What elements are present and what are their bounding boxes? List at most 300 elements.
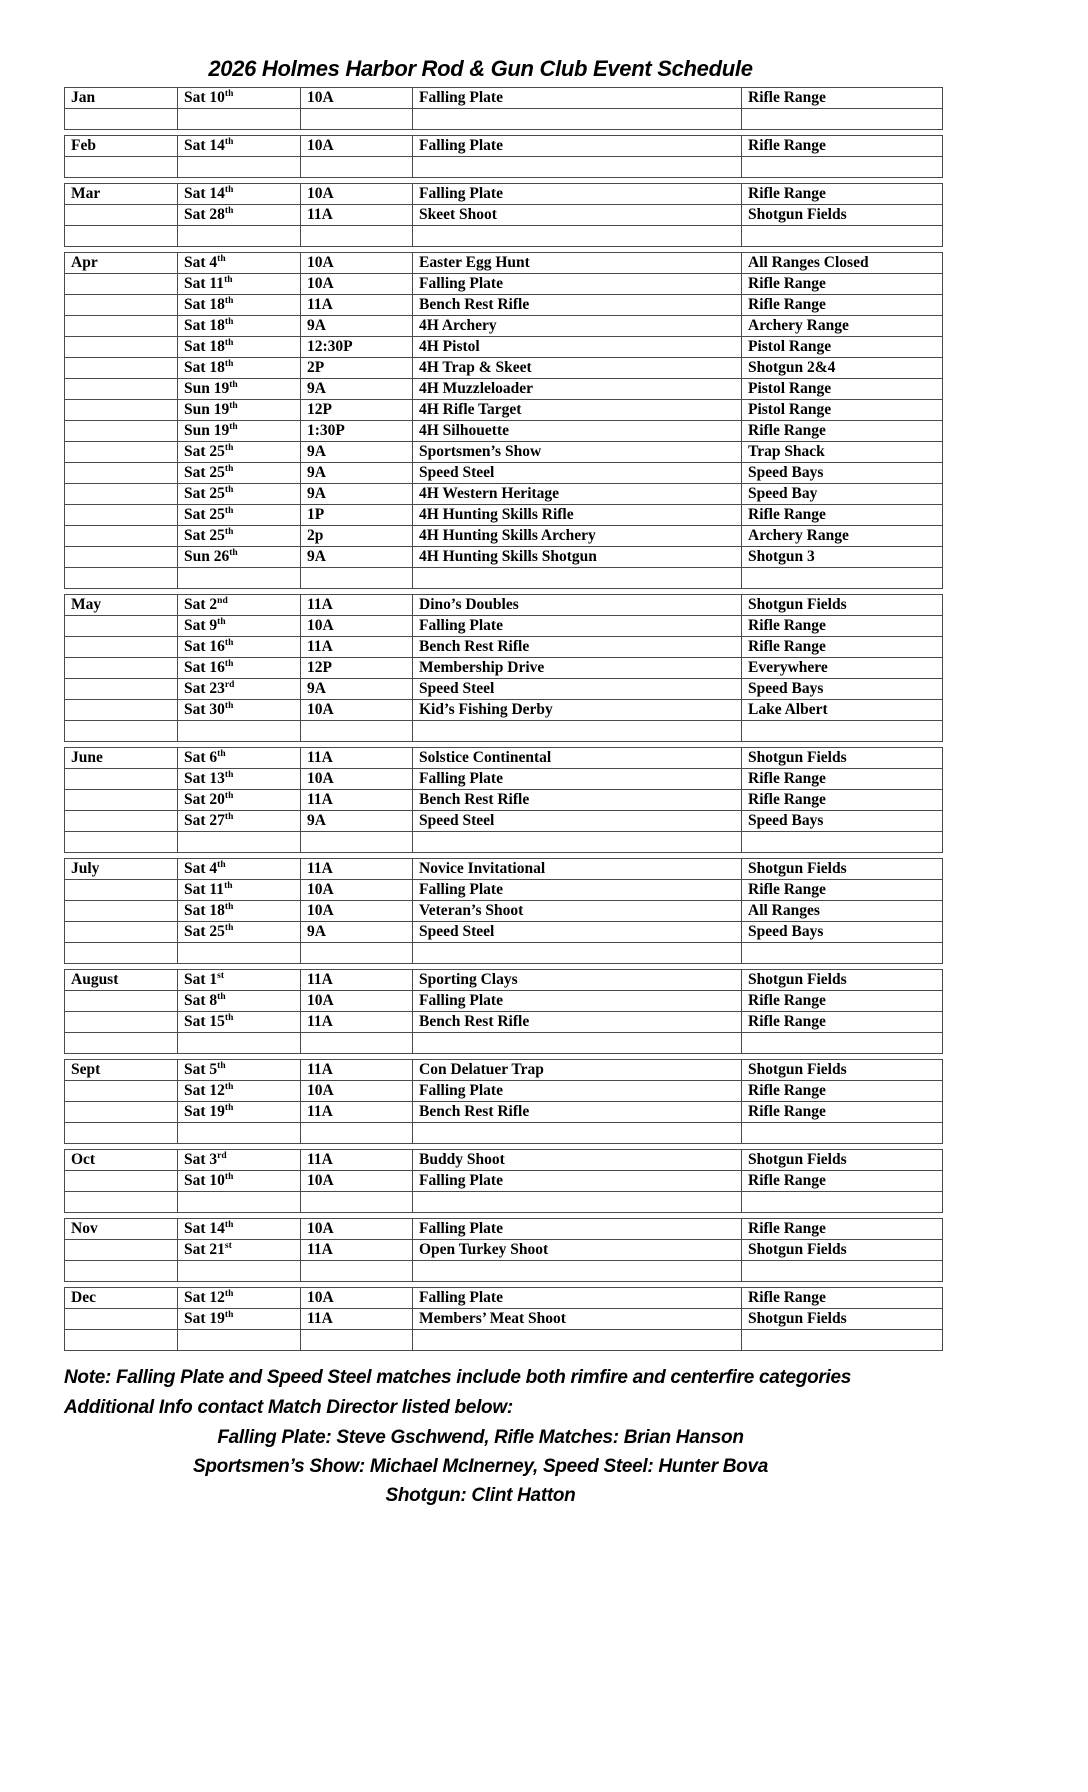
cell-time: 10A	[301, 769, 413, 790]
cell-empty	[301, 1192, 413, 1213]
cell-event: 4H Silhouette	[413, 421, 742, 442]
cell-empty	[65, 157, 178, 178]
cell-empty	[742, 1192, 943, 1213]
month-block-jan	[64, 87, 943, 130]
cell-location: Lake Albert	[742, 700, 943, 721]
cell-empty	[742, 226, 943, 247]
cell-date: Sat 23rd	[178, 679, 301, 700]
cell-event: 4H Archery	[413, 316, 742, 337]
cell-month	[65, 991, 178, 1012]
table-row	[65, 859, 943, 880]
contact-line-falling-plate-rifle: Falling Plate: Steve Gschwend, Rifle Matches: Brian Hanson	[217, 1427, 744, 1448]
cell-time: 11A	[301, 1060, 413, 1081]
cell-empty	[742, 1123, 943, 1144]
cell-location: Rifle Range	[742, 505, 943, 526]
cell-month	[65, 442, 178, 463]
cell-empty	[301, 1123, 413, 1144]
date-ordinal: th	[224, 1309, 234, 1320]
cell-time: 1P	[301, 505, 413, 526]
cell-date: Sat 19th	[178, 1102, 301, 1123]
cell-location: Rifle Range	[742, 274, 943, 295]
cell-empty	[742, 943, 943, 964]
table-row	[65, 379, 943, 400]
cell-location: Rifle Range	[742, 790, 943, 811]
cell-location: Rifle Range	[742, 991, 943, 1012]
cell-date: Sat 18th	[178, 901, 301, 922]
cell-time: 10A	[301, 1288, 413, 1309]
cell-time: 9A	[301, 811, 413, 832]
cell-event: 4H Hunting Skills Shotgun	[413, 547, 742, 568]
cell-event: Falling Plate	[413, 769, 742, 790]
cell-location: Rifle Range	[742, 295, 943, 316]
cell-time: 10A	[301, 700, 413, 721]
table-row	[65, 1309, 943, 1330]
cell-date: Sat 3rd	[178, 1150, 301, 1171]
cell-month: Sept	[65, 1060, 178, 1081]
cell-date: Sat 14th	[178, 1219, 301, 1240]
cell-date: Sat 13th	[178, 769, 301, 790]
table-row	[65, 1288, 943, 1309]
note-categories: Note: Falling Plate and Speed Steel matches include both rimfire and centerfire categories	[64, 1367, 852, 1388]
cell-date: Sat 25th	[178, 526, 301, 547]
table-row	[65, 595, 943, 616]
cell-date: Sat 12th	[178, 1288, 301, 1309]
cell-time: 9A	[301, 442, 413, 463]
cell-time: 11A	[301, 1102, 413, 1123]
cell-event: 4H Trap & Skeet	[413, 358, 742, 379]
table-row	[65, 769, 943, 790]
date-ordinal: th	[224, 637, 234, 648]
cell-date: Sun 19th	[178, 421, 301, 442]
spacer-row	[65, 1033, 943, 1054]
table-row	[65, 484, 943, 505]
month-block-mar	[64, 183, 943, 247]
cell-empty	[301, 1330, 413, 1351]
cell-date: Sat 25th	[178, 463, 301, 484]
date-ordinal: th	[224, 811, 234, 822]
cell-empty	[413, 1123, 742, 1144]
cell-empty	[301, 109, 413, 130]
cell-empty	[413, 568, 742, 589]
date-ordinal: th	[217, 1060, 226, 1071]
cell-time: 9A	[301, 484, 413, 505]
cell-empty	[742, 1261, 943, 1282]
month-block-sept	[64, 1059, 943, 1144]
contact-line-show-speed-steel: Sportsmen’s Show: Michael McInerney, Speed Steel: Hunter Bova	[192, 1456, 769, 1477]
cell-time: 12P	[301, 658, 413, 679]
cell-event: Bench Rest Rifle	[413, 1012, 742, 1033]
cell-time: 10A	[301, 1171, 413, 1192]
date-ordinal: th	[224, 295, 234, 306]
cell-time: 10A	[301, 991, 413, 1012]
cell-date: Sat 5th	[178, 1060, 301, 1081]
cell-date: Sat 25th	[178, 484, 301, 505]
cell-time: 10A	[301, 136, 413, 157]
cell-month	[65, 1240, 178, 1261]
table-row	[65, 505, 943, 526]
date-ordinal: th	[224, 442, 234, 453]
cell-month	[65, 295, 178, 316]
cell-event: 4H Hunting Skills Rifle	[413, 505, 742, 526]
cell-location: Rifle Range	[742, 880, 943, 901]
date-ordinal: th	[224, 922, 234, 933]
cell-location: Archery Range	[742, 526, 943, 547]
table-row	[65, 295, 943, 316]
date-ordinal: th	[229, 379, 238, 390]
date-ordinal: nd	[217, 595, 228, 606]
cell-date: Sun 19th	[178, 379, 301, 400]
date-ordinal: th	[217, 859, 226, 870]
cell-event: Falling Plate	[413, 274, 742, 295]
table-row	[65, 1150, 943, 1171]
cell-event: 4H Hunting Skills Archery	[413, 526, 742, 547]
cell-empty	[413, 832, 742, 853]
cell-location: Shotgun 2&4	[742, 358, 943, 379]
cell-time: 11A	[301, 295, 413, 316]
cell-month	[65, 700, 178, 721]
cell-month	[65, 274, 178, 295]
cell-empty	[413, 721, 742, 742]
cell-month	[65, 505, 178, 526]
date-ordinal: th	[224, 790, 234, 801]
cell-time: 11A	[301, 748, 413, 769]
cell-location: Shotgun Fields	[742, 205, 943, 226]
date-ordinal: th	[224, 136, 234, 147]
cell-time: 10A	[301, 901, 413, 922]
cell-time: 11A	[301, 595, 413, 616]
cell-month: Nov	[65, 1219, 178, 1240]
cell-date: Sun 19th	[178, 400, 301, 421]
cell-event: Speed Steel	[413, 463, 742, 484]
cell-month: June	[65, 748, 178, 769]
spacer-row	[65, 1261, 943, 1282]
cell-month: July	[65, 859, 178, 880]
cell-event: Novice Invitational	[413, 859, 742, 880]
cell-date: Sat 4th	[178, 859, 301, 880]
cell-location: Pistol Range	[742, 337, 943, 358]
cell-month	[65, 811, 178, 832]
event-schedule-table	[64, 87, 897, 1351]
cell-month: Oct	[65, 1150, 178, 1171]
cell-empty	[178, 943, 301, 964]
date-ordinal: th	[224, 769, 234, 780]
table-row	[65, 1012, 943, 1033]
cell-date: Sat 19th	[178, 1309, 301, 1330]
table-row	[65, 1219, 943, 1240]
cell-date: Sat 10th	[178, 1171, 301, 1192]
cell-time: 10A	[301, 88, 413, 109]
table-row	[65, 136, 943, 157]
cell-date: Sat 27th	[178, 811, 301, 832]
date-ordinal: th	[217, 748, 226, 759]
cell-month	[65, 658, 178, 679]
cell-date: Sat 21st	[178, 1240, 301, 1261]
table-row	[65, 679, 943, 700]
date-ordinal: rd	[217, 1150, 227, 1161]
cell-month: Mar	[65, 184, 178, 205]
date-ordinal: th	[224, 205, 234, 216]
cell-event: Falling Plate	[413, 136, 742, 157]
cell-date: Sat 8th	[178, 991, 301, 1012]
table-row	[65, 811, 943, 832]
cell-event: Falling Plate	[413, 991, 742, 1012]
cell-location: Rifle Range	[742, 421, 943, 442]
cell-date: Sat 18th	[178, 337, 301, 358]
cell-location: Rifle Range	[742, 1012, 943, 1033]
cell-date: Sat 2nd	[178, 595, 301, 616]
cell-event: Members’ Meat Shoot	[413, 1309, 742, 1330]
cell-month	[65, 1309, 178, 1330]
cell-event: Falling Plate	[413, 1171, 742, 1192]
cell-month	[65, 922, 178, 943]
cell-event: 4H Muzzleloader	[413, 379, 742, 400]
cell-time: 9A	[301, 922, 413, 943]
cell-month	[65, 1171, 178, 1192]
cell-month	[65, 1102, 178, 1123]
month-block-dec	[64, 1287, 943, 1351]
cell-empty	[65, 568, 178, 589]
date-ordinal: th	[224, 358, 234, 369]
date-ordinal: th	[224, 1081, 234, 1092]
date-ordinal: th	[217, 253, 226, 264]
cell-month: Apr	[65, 253, 178, 274]
date-ordinal: th	[224, 700, 234, 711]
cell-date: Sat 14th	[178, 184, 301, 205]
cell-event: Bench Rest Rifle	[413, 1102, 742, 1123]
cell-event: Falling Plate	[413, 880, 742, 901]
date-ordinal: th	[224, 880, 233, 891]
cell-time: 11A	[301, 1150, 413, 1171]
date-ordinal: th	[224, 901, 234, 912]
cell-location: Shotgun Fields	[742, 1309, 943, 1330]
cell-location: Pistol Range	[742, 379, 943, 400]
table-row	[65, 637, 943, 658]
date-ordinal: th	[224, 316, 234, 327]
cell-time: 11A	[301, 970, 413, 991]
cell-empty	[178, 157, 301, 178]
cell-month: August	[65, 970, 178, 991]
cell-time: 2P	[301, 358, 413, 379]
cell-time: 10A	[301, 616, 413, 637]
cell-location: Shotgun 3	[742, 547, 943, 568]
table-row	[65, 526, 943, 547]
cell-empty	[178, 1261, 301, 1282]
cell-empty	[65, 1033, 178, 1054]
cell-date: Sat 25th	[178, 442, 301, 463]
cell-empty	[742, 157, 943, 178]
table-row	[65, 400, 943, 421]
cell-month	[65, 337, 178, 358]
cell-event: Falling Plate	[413, 184, 742, 205]
date-ordinal: th	[224, 526, 234, 537]
cell-empty	[301, 943, 413, 964]
cell-empty	[413, 226, 742, 247]
spacer-row	[65, 568, 943, 589]
cell-date: Sat 16th	[178, 637, 301, 658]
cell-date: Sun 26th	[178, 547, 301, 568]
cell-event: Open Turkey Shoot	[413, 1240, 742, 1261]
cell-location: Everywhere	[742, 658, 943, 679]
cell-month	[65, 358, 178, 379]
cell-date: Sat 25th	[178, 505, 301, 526]
date-ordinal: th	[224, 1219, 234, 1230]
cell-month	[65, 484, 178, 505]
table-row	[65, 88, 943, 109]
date-ordinal: th	[224, 658, 234, 669]
date-ordinal: th	[224, 1288, 234, 1299]
table-row	[65, 658, 943, 679]
cell-location: Rifle Range	[742, 184, 943, 205]
cell-month: Dec	[65, 1288, 178, 1309]
cell-event: Buddy Shoot	[413, 1150, 742, 1171]
cell-empty	[742, 721, 943, 742]
cell-month	[65, 790, 178, 811]
cell-location: Shotgun Fields	[742, 1240, 943, 1261]
cell-time: 11A	[301, 790, 413, 811]
cell-location: Shotgun Fields	[742, 1150, 943, 1171]
cell-event: Easter Egg Hunt	[413, 253, 742, 274]
cell-event: Bench Rest Rifle	[413, 637, 742, 658]
cell-month	[65, 421, 178, 442]
table-row	[65, 748, 943, 769]
cell-location: Trap Shack	[742, 442, 943, 463]
month-block-oct	[64, 1149, 943, 1213]
cell-month	[65, 205, 178, 226]
footer-notes	[64, 1363, 897, 1510]
spacer-row	[65, 721, 943, 742]
cell-time: 11A	[301, 1012, 413, 1033]
cell-empty	[742, 568, 943, 589]
cell-month	[65, 316, 178, 337]
cell-empty	[742, 1033, 943, 1054]
cell-empty	[65, 1192, 178, 1213]
spacer-row	[65, 157, 943, 178]
cell-event: Dino’s Doubles	[413, 595, 742, 616]
cell-date: Sat 28th	[178, 205, 301, 226]
cell-event: Bench Rest Rifle	[413, 295, 742, 316]
cell-empty	[742, 109, 943, 130]
cell-date: Sat 18th	[178, 316, 301, 337]
cell-event: Sportsmen’s Show	[413, 442, 742, 463]
cell-event: Solstice Continental	[413, 748, 742, 769]
cell-location: Speed Bays	[742, 679, 943, 700]
cell-empty	[301, 832, 413, 853]
cell-time: 9A	[301, 547, 413, 568]
spacer-row	[65, 226, 943, 247]
cell-empty	[413, 943, 742, 964]
cell-location: Shotgun Fields	[742, 970, 943, 991]
cell-month	[65, 400, 178, 421]
table-row	[65, 790, 943, 811]
cell-month	[65, 769, 178, 790]
month-block-july	[64, 858, 943, 964]
spacer-row	[65, 1123, 943, 1144]
cell-date: Sat 14th	[178, 136, 301, 157]
cell-month: Jan	[65, 88, 178, 109]
cell-date: Sat 6th	[178, 748, 301, 769]
date-ordinal: st	[224, 1240, 232, 1251]
cell-event: Falling Plate	[413, 1288, 742, 1309]
cell-empty	[301, 1261, 413, 1282]
month-block-june	[64, 747, 943, 853]
date-ordinal: th	[217, 616, 226, 627]
table-row	[65, 970, 943, 991]
cell-event: Falling Plate	[413, 1081, 742, 1102]
cell-time: 10A	[301, 274, 413, 295]
table-row	[65, 616, 943, 637]
cell-time: 11A	[301, 205, 413, 226]
spacer-row	[65, 832, 943, 853]
cell-month: Feb	[65, 136, 178, 157]
cell-event: Veteran’s Shoot	[413, 901, 742, 922]
cell-location: Rifle Range	[742, 1219, 943, 1240]
cell-empty	[178, 1123, 301, 1144]
cell-date: Sat 11th	[178, 274, 301, 295]
cell-month	[65, 526, 178, 547]
cell-time: 9A	[301, 316, 413, 337]
cell-location: Speed Bays	[742, 463, 943, 484]
date-ordinal: th	[224, 184, 234, 195]
cell-month	[65, 616, 178, 637]
cell-empty	[742, 1330, 943, 1351]
cell-location: Rifle Range	[742, 1102, 943, 1123]
date-ordinal: th	[229, 421, 238, 432]
table-row	[65, 1081, 943, 1102]
cell-empty	[413, 109, 742, 130]
table-row	[65, 1171, 943, 1192]
table-row	[65, 205, 943, 226]
cell-event: Sporting Clays	[413, 970, 742, 991]
table-row	[65, 991, 943, 1012]
cell-empty	[413, 157, 742, 178]
cell-time: 10A	[301, 1219, 413, 1240]
month-block-feb	[64, 135, 943, 178]
table-row	[65, 442, 943, 463]
cell-event: 4H Pistol	[413, 337, 742, 358]
cell-date: Sat 12th	[178, 1081, 301, 1102]
cell-date: Sat 30th	[178, 700, 301, 721]
cell-location: Rifle Range	[742, 1171, 943, 1192]
table-row	[65, 463, 943, 484]
table-row	[65, 1060, 943, 1081]
cell-month	[65, 679, 178, 700]
cell-time: 11A	[301, 859, 413, 880]
date-ordinal: th	[229, 547, 238, 558]
cell-empty	[178, 832, 301, 853]
cell-empty	[178, 1192, 301, 1213]
date-ordinal: st	[217, 970, 225, 981]
cell-date: Sat 11th	[178, 880, 301, 901]
cell-date: Sat 4th	[178, 253, 301, 274]
cell-empty	[178, 1330, 301, 1351]
cell-time: 10A	[301, 1081, 413, 1102]
cell-empty	[178, 1033, 301, 1054]
cell-time: 11A	[301, 1240, 413, 1261]
month-block-august	[64, 969, 943, 1054]
cell-event: Speed Steel	[413, 922, 742, 943]
cell-time: 9A	[301, 463, 413, 484]
cell-location: Rifle Range	[742, 136, 943, 157]
cell-month	[65, 379, 178, 400]
cell-location: Archery Range	[742, 316, 943, 337]
cell-event: Speed Steel	[413, 811, 742, 832]
date-ordinal: th	[224, 88, 234, 99]
date-ordinal: th	[224, 337, 234, 348]
cell-month	[65, 547, 178, 568]
cell-location: Speed Bays	[742, 922, 943, 943]
cell-event: 4H Western Heritage	[413, 484, 742, 505]
table-row	[65, 901, 943, 922]
